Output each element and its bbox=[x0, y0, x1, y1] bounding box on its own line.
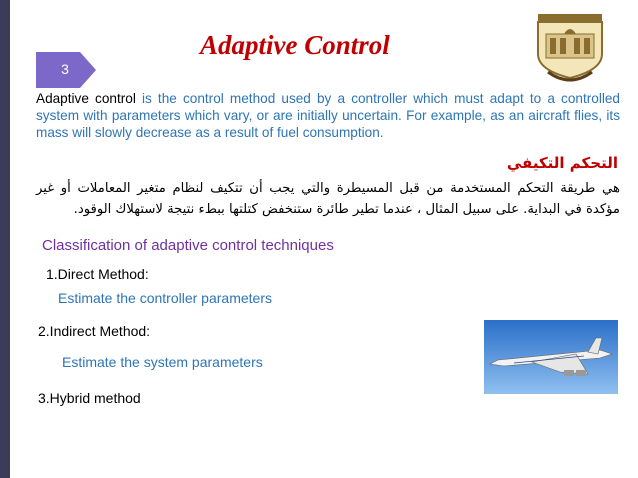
slide-left-accent-bar bbox=[0, 0, 10, 478]
aircraft-photo bbox=[484, 320, 618, 394]
university-logo bbox=[528, 4, 612, 88]
definition-keyword: Adaptive control bbox=[36, 91, 136, 106]
definition-arabic: هي طريقة التحكم المستخدمة من قبل المسيطرة والتي يجب أن تتكيف لنظام متغير المعاملات أو غير مؤكدة في البداية. على سبيل المثال ، عندما تطير طائرة ستنخفض كتلتها ببطء نتيجة لاستهلاك الوقود. bbox=[36, 181, 620, 217]
classification-heading: Classification of adaptive control techniques bbox=[42, 237, 334, 254]
direct-method-description: Estimate the controller parameters bbox=[58, 290, 272, 306]
indirect-method-description: Estimate the system parameters bbox=[62, 354, 263, 370]
direct-method-label: 1.Direct Method: bbox=[46, 266, 149, 282]
indirect-method-label: 2.Indirect Method: bbox=[38, 323, 151, 339]
slide-number: 3 bbox=[61, 61, 69, 77]
definition-text: is the control method used by a controller which must adapt to a controlled system with parameters which vary, or are initially uncertain. For example, as an aircraft flies, its mass will slowly decrease as a result of fuel consumption. bbox=[36, 91, 620, 140]
hybrid-method-label: 3.Hybrid method bbox=[38, 390, 141, 406]
slide-title: Adaptive Control bbox=[200, 30, 390, 60]
arabic-heading: التحكم التكيفي bbox=[506, 154, 618, 172]
definition-english bbox=[36, 90, 620, 141]
